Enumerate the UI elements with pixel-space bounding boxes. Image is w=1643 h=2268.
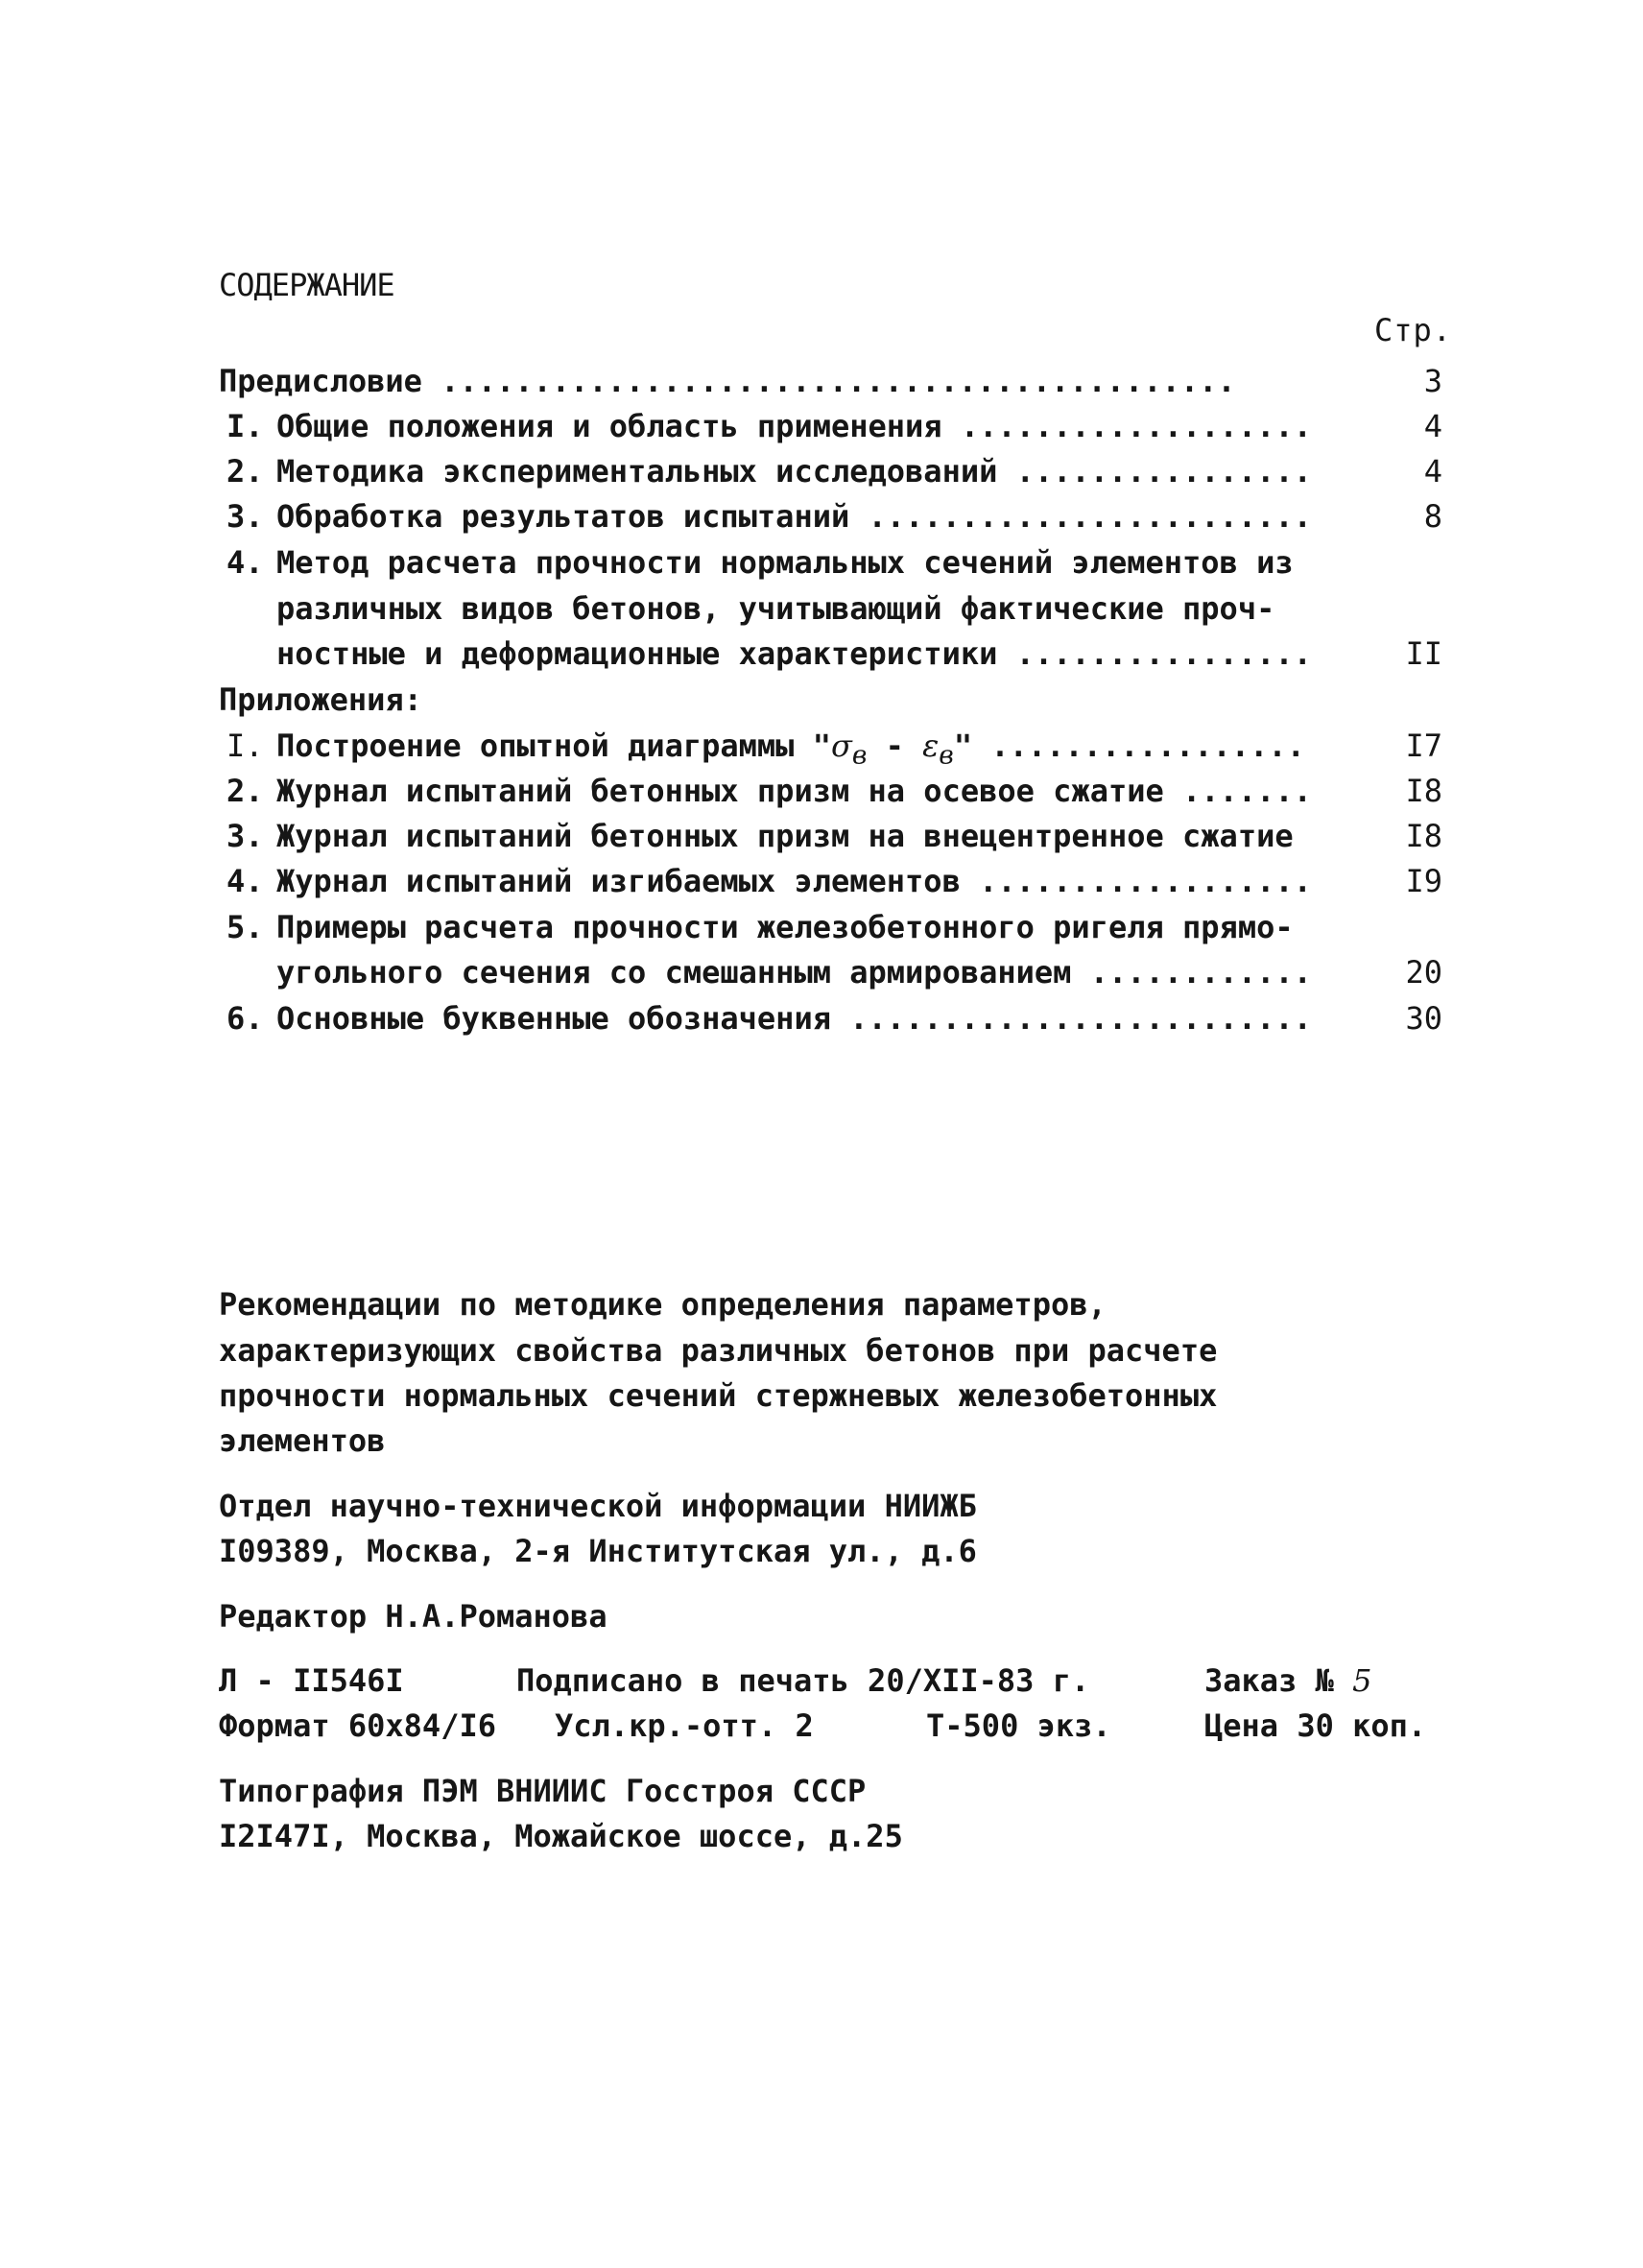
toc-entry-text-before: Построение опытной диаграммы "	[276, 728, 831, 764]
toc-entry-page: I7	[1405, 728, 1442, 764]
formula-dash: -	[867, 728, 923, 764]
order-number: 5	[1352, 1662, 1372, 1699]
toc-entry-text: Метод расчета прочности нормальных сечений элементов из	[276, 544, 1294, 581]
publication-title-line: характеризующих свойства различных бетонов при расчете	[219, 1332, 1218, 1369]
toc-entry-text: Журнал испытаний бетонных призм на осевое сжатие .......	[276, 773, 1312, 809]
print-sheets: Усл.кр.-отт. 2	[555, 1707, 814, 1744]
publication-title-line: прочности нормальных сечений стержневых железобетонных	[219, 1377, 1218, 1414]
toc-entry-text-after: " .................	[953, 728, 1305, 764]
toc-entry-page: 4	[1423, 408, 1442, 444]
toc-title: СОДЕРЖАНИЕ	[219, 267, 394, 303]
toc-entry-number: 3.	[226, 498, 264, 535]
printer: Типография ПЭМ ВНИИИС Госстроя СССР	[219, 1773, 867, 1809]
toc-entry-page: I8	[1405, 773, 1442, 809]
toc-entry-text: Примеры расчета прочности железобетонного ригеля прямо-	[276, 909, 1294, 945]
toc-entry-text: Методика экспериментальных исследований ................	[276, 453, 1312, 489]
order-label-text: Заказ №	[1204, 1662, 1334, 1699]
toc-entry-text: ностные и деформационные характеристики ................	[276, 635, 1312, 672]
appendices-heading-text: Приложения:	[219, 681, 422, 718]
toc-entry-text: Обработка результатов испытаний ........................	[276, 498, 1312, 535]
toc-entry-page: 20	[1405, 954, 1442, 991]
toc-entry-number: 3.	[226, 818, 264, 854]
sigma-symbol: $\sigma_в$	[830, 728, 868, 771]
toc-entry-text: Предисловие ...........................................	[219, 363, 1236, 399]
toc-entry-number: 2.	[226, 453, 264, 489]
publisher-address: I09389, Москва, 2-я Институтская ул., д.6	[219, 1533, 977, 1569]
publisher: Отдел научно-технической информации НИИЖБ	[219, 1488, 977, 1524]
toc-entry-page: 3	[1423, 363, 1442, 399]
toc-entry-number: 6.	[226, 1000, 264, 1037]
toc-entry-page: II	[1405, 635, 1442, 672]
toc-entry-number: 5.	[226, 909, 264, 945]
publication-title-line: Рекомендации по методике определения параметров,	[219, 1286, 1107, 1323]
editor: Редактор Н.А.Романова	[219, 1598, 607, 1635]
toc-entry-text: Журнал испытаний бетонных призм на внецентренное сжатие	[276, 818, 1294, 854]
toc-entry-text: различных видов бетонов, учитывающий фактические проч-	[276, 590, 1275, 627]
print-run: Т-500 экз.	[926, 1707, 1111, 1744]
toc-entry-number: I.	[226, 408, 264, 444]
toc-entry-page: 8	[1423, 498, 1442, 535]
epsilon-symbol: $\varepsilon_в$	[922, 728, 954, 771]
toc-entry-text: Общие положения и область применения ...................	[276, 408, 1312, 444]
license-number: Л - II546I	[219, 1662, 404, 1699]
toc-entry-page: I8	[1405, 818, 1442, 854]
toc-entry-text: Журнал испытаний изгибаемых элементов ..................	[276, 863, 1312, 899]
price: Цена 30 коп.	[1204, 1707, 1427, 1744]
toc-entry-number: 2.	[226, 773, 264, 809]
toc-entry-page: 30	[1405, 1000, 1442, 1037]
toc-entry-page: I9	[1405, 863, 1442, 899]
signed-to-print: Подписано в печать 20/XII-83 г.	[516, 1662, 1090, 1699]
printer-address: I2I47I, Москва, Можайское шоссе, д.25	[219, 1818, 903, 1854]
page-column-header: Стр.	[1374, 312, 1453, 348]
toc-entry-text: Основные буквенные обозначения .........................	[276, 1000, 1312, 1037]
toc-entry-page: 4	[1423, 453, 1442, 489]
toc-entry-number: 4.	[226, 544, 264, 581]
toc-entry-number: 4.	[226, 863, 264, 899]
publication-title-line: элементов	[219, 1422, 386, 1459]
order-label	[1204, 1658, 1371, 1704]
paper-format: Формат 60х84/I6	[219, 1707, 496, 1744]
toc-entry-text: угольного сечения со смешанным армированием ............	[276, 954, 1312, 991]
toc-entry-number: I.	[226, 728, 264, 764]
